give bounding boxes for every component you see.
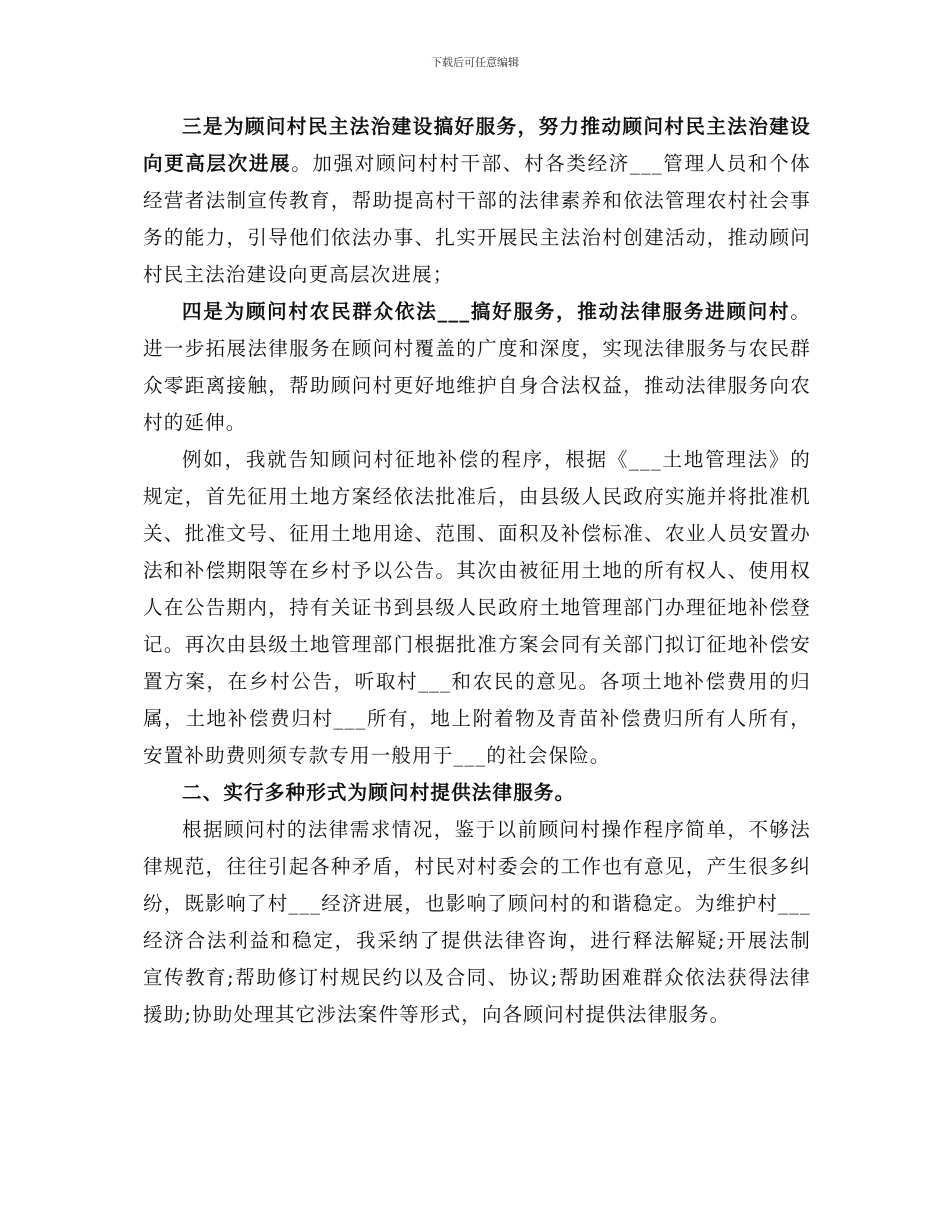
paragraph-2 (143, 293, 811, 441)
document-body (143, 108, 811, 1033)
paragraph-1 (143, 108, 811, 293)
page-header: 下载后可任意编辑 (431, 56, 519, 69)
paragraph-2-body: 。进一步拓展法律服务在顾问村覆盖的广度和深度，实现法律服务与农民群众零距离接触，帮助顾问村更好地维护自身合法权益，推动法律服务向农村的延伸。 (143, 300, 811, 434)
paragraph-3 (143, 441, 811, 774)
paragraph-1-lead: 三是为顾问村民主法治建设搞好服务，努力推动顾问村民主法治建设向更高层次进展 (143, 115, 811, 175)
paragraph-3-body: 例如，我就告知顾问村征地补偿的程序，根据《___土地管理法》的规定，首先征用土地方案经依法批准后，由县级人民政府实施并将批准机关、批准文号、征用土地用途、范围、面积及补偿标准、农业人员安置办法和补偿期限等在乡村予以公告。其次由被征用土地的所有权人、使用权人在公告期内，持有关证书到县级人民政府土地管理部门办理征地补偿登记。再次由县级土地管理部门根据批准方案会同有关部门拟订征地补偿安置方案，在乡村公告，听取村___和农民的意见。各项土地补偿费用的归属，土地补偿费归村___所有，地上附着物及青苗补偿费归所有人所有，安置补助费则须专款专用一般用于___的社会保险。 (143, 448, 811, 767)
paragraph-1-body: 。加强对顾问村村干部、村各类经济___管理人员和个体经营者法制宣传教育，帮助提高村干部的法律素养和依法管理农村社会事务的能力，引导他们依法办事、扎实开展民主法治村创建活动，推动顾问村民主法治建设向更高层次进展； (143, 152, 811, 286)
paragraph-2-lead: 四是为顾问村农民群众依法___搞好服务，推动法律服务进顾问村 (182, 300, 791, 323)
final-paragraph: 根据顾问村的法律需求情况，鉴于以前顾问村操作程序简单，不够法律规范，往往引起各种矛盾，村民对村委会的工作也有意见，产生很多纠纷，既影响了村___经济进展，也影响了顾问村的和谐稳定。为维护村___经济合法利益和稳定，我采纳了提供法律咨询，进行释法解疑;开展法制宣传教育;帮助修订村规民约以及合同、协议;帮助困难群众依法获得法律援助;协助处理其它涉法案件等形式，向各顾问村提供法律服务。 (143, 818, 811, 1026)
section-heading: 二、实行多种形式为顾问村提供法律服务。 (182, 781, 576, 804)
